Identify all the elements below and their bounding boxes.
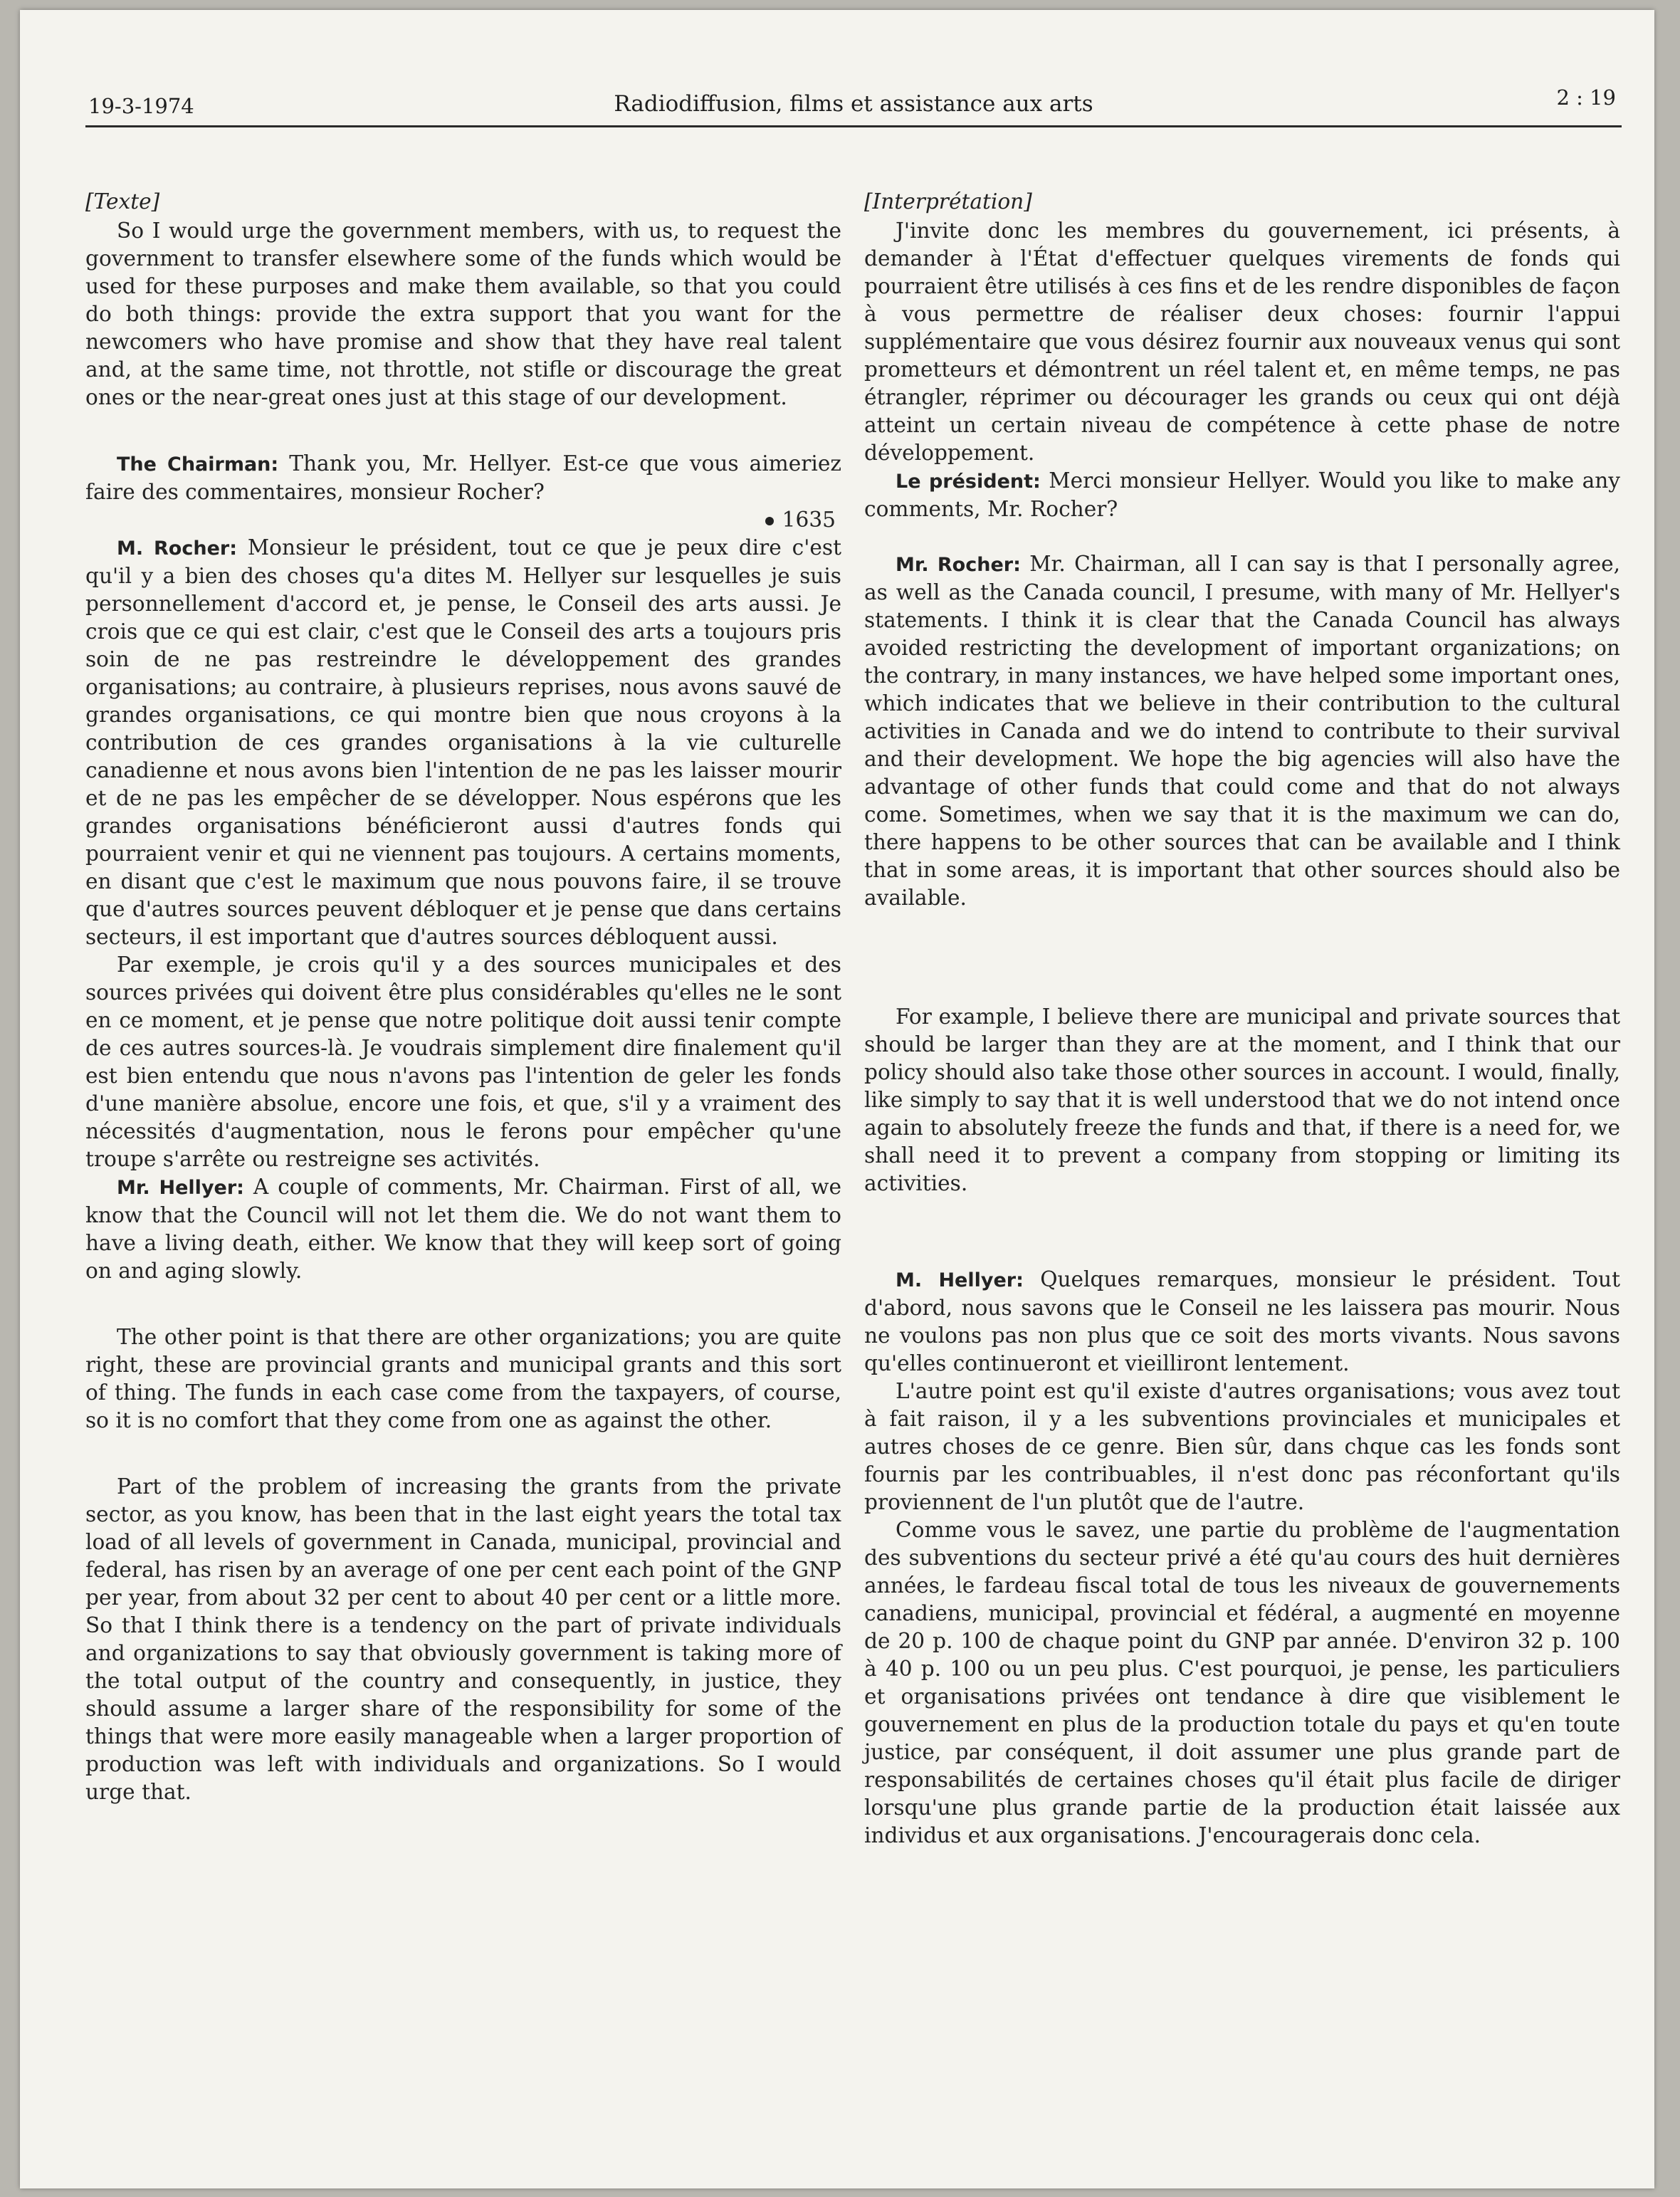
paragraph: L'autre point est qu'il existe d'autres organisations; vous avez tout à fait raison, il y a les subventions provinciales et municipales et autres choses de ce genre. Bien sûr, dans chque cas les fonds sont fournis par les contribuables, il n'est donc pas réconfortant qu'ils proviennent de l'un plutôt que de l'autre. bbox=[864, 1379, 1620, 1514]
speech-text: Quelques remarques, monsieur le président. Tout d'abord, nous savons que le Conseil ne les laissera pas mourir. Nous ne voulons pas non plus que ce soit des morts vivants. Nous savons qu'elles continueront et vieilliront lentement. bbox=[864, 1267, 1621, 1375]
bullet-icon bbox=[765, 517, 774, 525]
speaker-name: M. Rocher: bbox=[117, 538, 237, 560]
speaker-name: Mr. Hellyer: bbox=[117, 1177, 244, 1199]
right-column-french-text bbox=[864, 188, 1620, 1850]
speech-text: Mr. Chairman, all I can say is that I personally agree, as well as the Canada council, I presume, with many of Mr. Hellyer's statements. I think it is clear that the Canada Council has always avoided restricting the development of important organizations; on the contrary, in many instances, we have helped some important ones, which indicates that we believe in their contribution to the cultural activities in Canada and we do intend to contribute to their survival and their development. We hope the big agencies will also have the advantage of other funds that could come and that do not always come. Sometimes, when we say that it is the maximum we can do, there happens to be other sources that can be available and I think that in some areas, it is important that other sources should also be available. bbox=[864, 552, 1621, 910]
left-column-english-text bbox=[85, 188, 841, 1806]
paragraph bbox=[85, 450, 841, 506]
language-note: [Texte] bbox=[85, 189, 160, 214]
language-note: [Interprétation] bbox=[864, 189, 1032, 214]
speech-text: Thank you, Mr. Hellyer. Est-ce que vous aimeriez faire des commentaires, monsieur Rocher? bbox=[85, 451, 841, 504]
paragraph: Part of the problem of increasing the grants from the private sector, as you know, has been that in the last eight years the total tax load of all levels of government in Canada, municipal, provincial and federal, has risen by an average of one per cent each point of the GNP per year, from about 32 per cent to about 40 per cent or a little more. So that I think there is a tendency on the part of private individuals and organizations to say that obviously government is taking more of the total output of the country and consequently, in justice, they should assume a larger share of the responsibility for some of the things that were more easily manageable when a larger proportion of production was left with individuals and organizations. So I would urge that. bbox=[85, 1474, 841, 1804]
time-marker bbox=[85, 506, 841, 534]
paragraph: Comme vous le savez, une partie du problème de l'augmentation des subventions du secteur privé a été qu'au cours des huit dernières années, le fardeau fiscal total de tous les niveaux de gouvernements canadiens, municipal, provincial et fédéral, a augmenté en moyenne de 20 p. 100 de chaque point du GNP par année. D'environ 32 p. 100 à 40 p. 100 ou un peu plus. C'est pourquoi, je pense, les particuliers et organisations privées ont tendance à dire que visiblement le gouvernement en plus de la production totale du pays et qu'en toute justice, par conséquent, il doit assumer une plus grande part de responsabilités de certaines choses qu'il était plus facile de diriger lorsqu'une plus grande partie de la production était laissée aux individus et aux organisations. J'encouragerais donc cela. bbox=[864, 1518, 1620, 1847]
speech-text: Merci monsieur Hellyer. Would you like to make any comments, Mr. Rocher? bbox=[864, 468, 1620, 521]
paragraph bbox=[85, 534, 841, 951]
speaker-name: Le président: bbox=[896, 471, 1041, 493]
page-header bbox=[85, 78, 1622, 127]
paragraph: Par exemple, je crois qu'il y a des sources municipales et des sources privées qui doivent être plus considérables qu'elles ne le sont en ce moment, et je pense que notre politique doit aussi tenir compte de ces autres sources-là. Je voudrais simplement dire finalement qu'il est bien entendu que nous n'avons pas l'intention de geler les fonds d'une manière absolue, encore une fois, et que, s'il y a vraiment des nécessités d'augmentation, nous le ferons pour empêcher qu'une troupe s'arrête ou restreigne ses activités. bbox=[85, 953, 841, 1171]
paragraph: For example, I believe there are municipal and private sources that should be larger than they are at the moment, and I think that our policy should also take those other sources in account. I would, finally, like simply to say that it is well understood that we do not intend once again to absolutely freeze the funds and that, if there is a need for, we shall need it to prevent a company from stopping or limiting its activities. bbox=[864, 1005, 1620, 1195]
header-date: 19-3-1974 bbox=[88, 94, 194, 118]
speaker-name: The Chairman: bbox=[117, 453, 279, 476]
time-marker-text: 1635 bbox=[782, 508, 836, 532]
paragraph bbox=[864, 550, 1620, 912]
paragraph bbox=[85, 1173, 841, 1285]
paragraph: So I would urge the government members, with us, to request the government to transfer elsewhere some of the funds which would be used for these purposes and make them available, so that you could do both things: provide the extra support that you want for the newcomers who have promise and show that they have real talent and, at the same time, not throttle, not stifle or discourage the great ones or the near-great ones just at this stage of our development. bbox=[85, 219, 841, 409]
header-page-number: 2 : 19 bbox=[1556, 85, 1616, 110]
paragraph bbox=[864, 467, 1620, 523]
paragraph: J'invite donc les membres du gouvernement, ici présents, à demander à l'État d'effectuer quelques virements de fonds qui pourraient être utilisés à ces fins et de les rendre disponibles de façon à vous permettre de réaliser deux choses: fournir l'appui supplémentaire que vous désirez fournir aux nouveaux venus qui sont prometteurs et démontrent un réel talent et, en même temps, ne pas étrangler, réprimer ou décourager les grands ou ceux qui ont déjà atteint un certain niveau de compétence à cette phase de notre développement. bbox=[864, 219, 1620, 465]
paragraph bbox=[864, 1266, 1620, 1378]
speaker-name: Mr. Rocher: bbox=[896, 554, 1021, 576]
paragraph: The other point is that there are other organizations; you are quite right, these are provincial grants and municipal grants and this sort of thing. The funds in each case come from the taxpayers, of course, so it is no comfort that they come from one as against the other. bbox=[85, 1325, 841, 1432]
speech-text: A couple of comments, Mr. Chairman. First of all, we know that the Council will not let them die. We do not want them to have a living death, either. We know that they will keep sort of going on and aging slowly. bbox=[85, 1175, 841, 1283]
speech-text: Monsieur le président, tout ce que je peux dire c'est qu'il y a bien des choses qu'a dites M. Hellyer sur lesquelles je suis personnellement d'accord et, je pense, le Conseil des arts aussi. Je crois que ce qui est clair, c'est que le Conseil des arts a toujours pris soin de ne pas restreindre le développement des grandes organisations; au contraire, à plusieurs reprises, nous avons sauvé de grandes organisations, ce qui montre bien que nous croyons à la contribution de ces grandes organisations à la vie culturelle canadienne et nous avons bien l'intention de ne pas les laisser mourir et de ne pas les empêcher de se développer. Nous espérons que les grandes organisations bénéficieront aussi d'autres fonds qui pourraient venir et qui ne viennent pas toujours. A certains moments, en disant que c'est le maximum que nous pouvons faire, il se trouve que d'autres sources peuvent débloquer et je pense que dans certains secteurs, il est important que d'autres sources débloquent aussi. bbox=[85, 535, 841, 949]
header-title: Radiodiffusion, films et assistance aux arts bbox=[614, 91, 1093, 117]
document-page bbox=[20, 10, 1654, 2188]
speaker-name: M. Hellyer: bbox=[896, 1269, 1024, 1291]
